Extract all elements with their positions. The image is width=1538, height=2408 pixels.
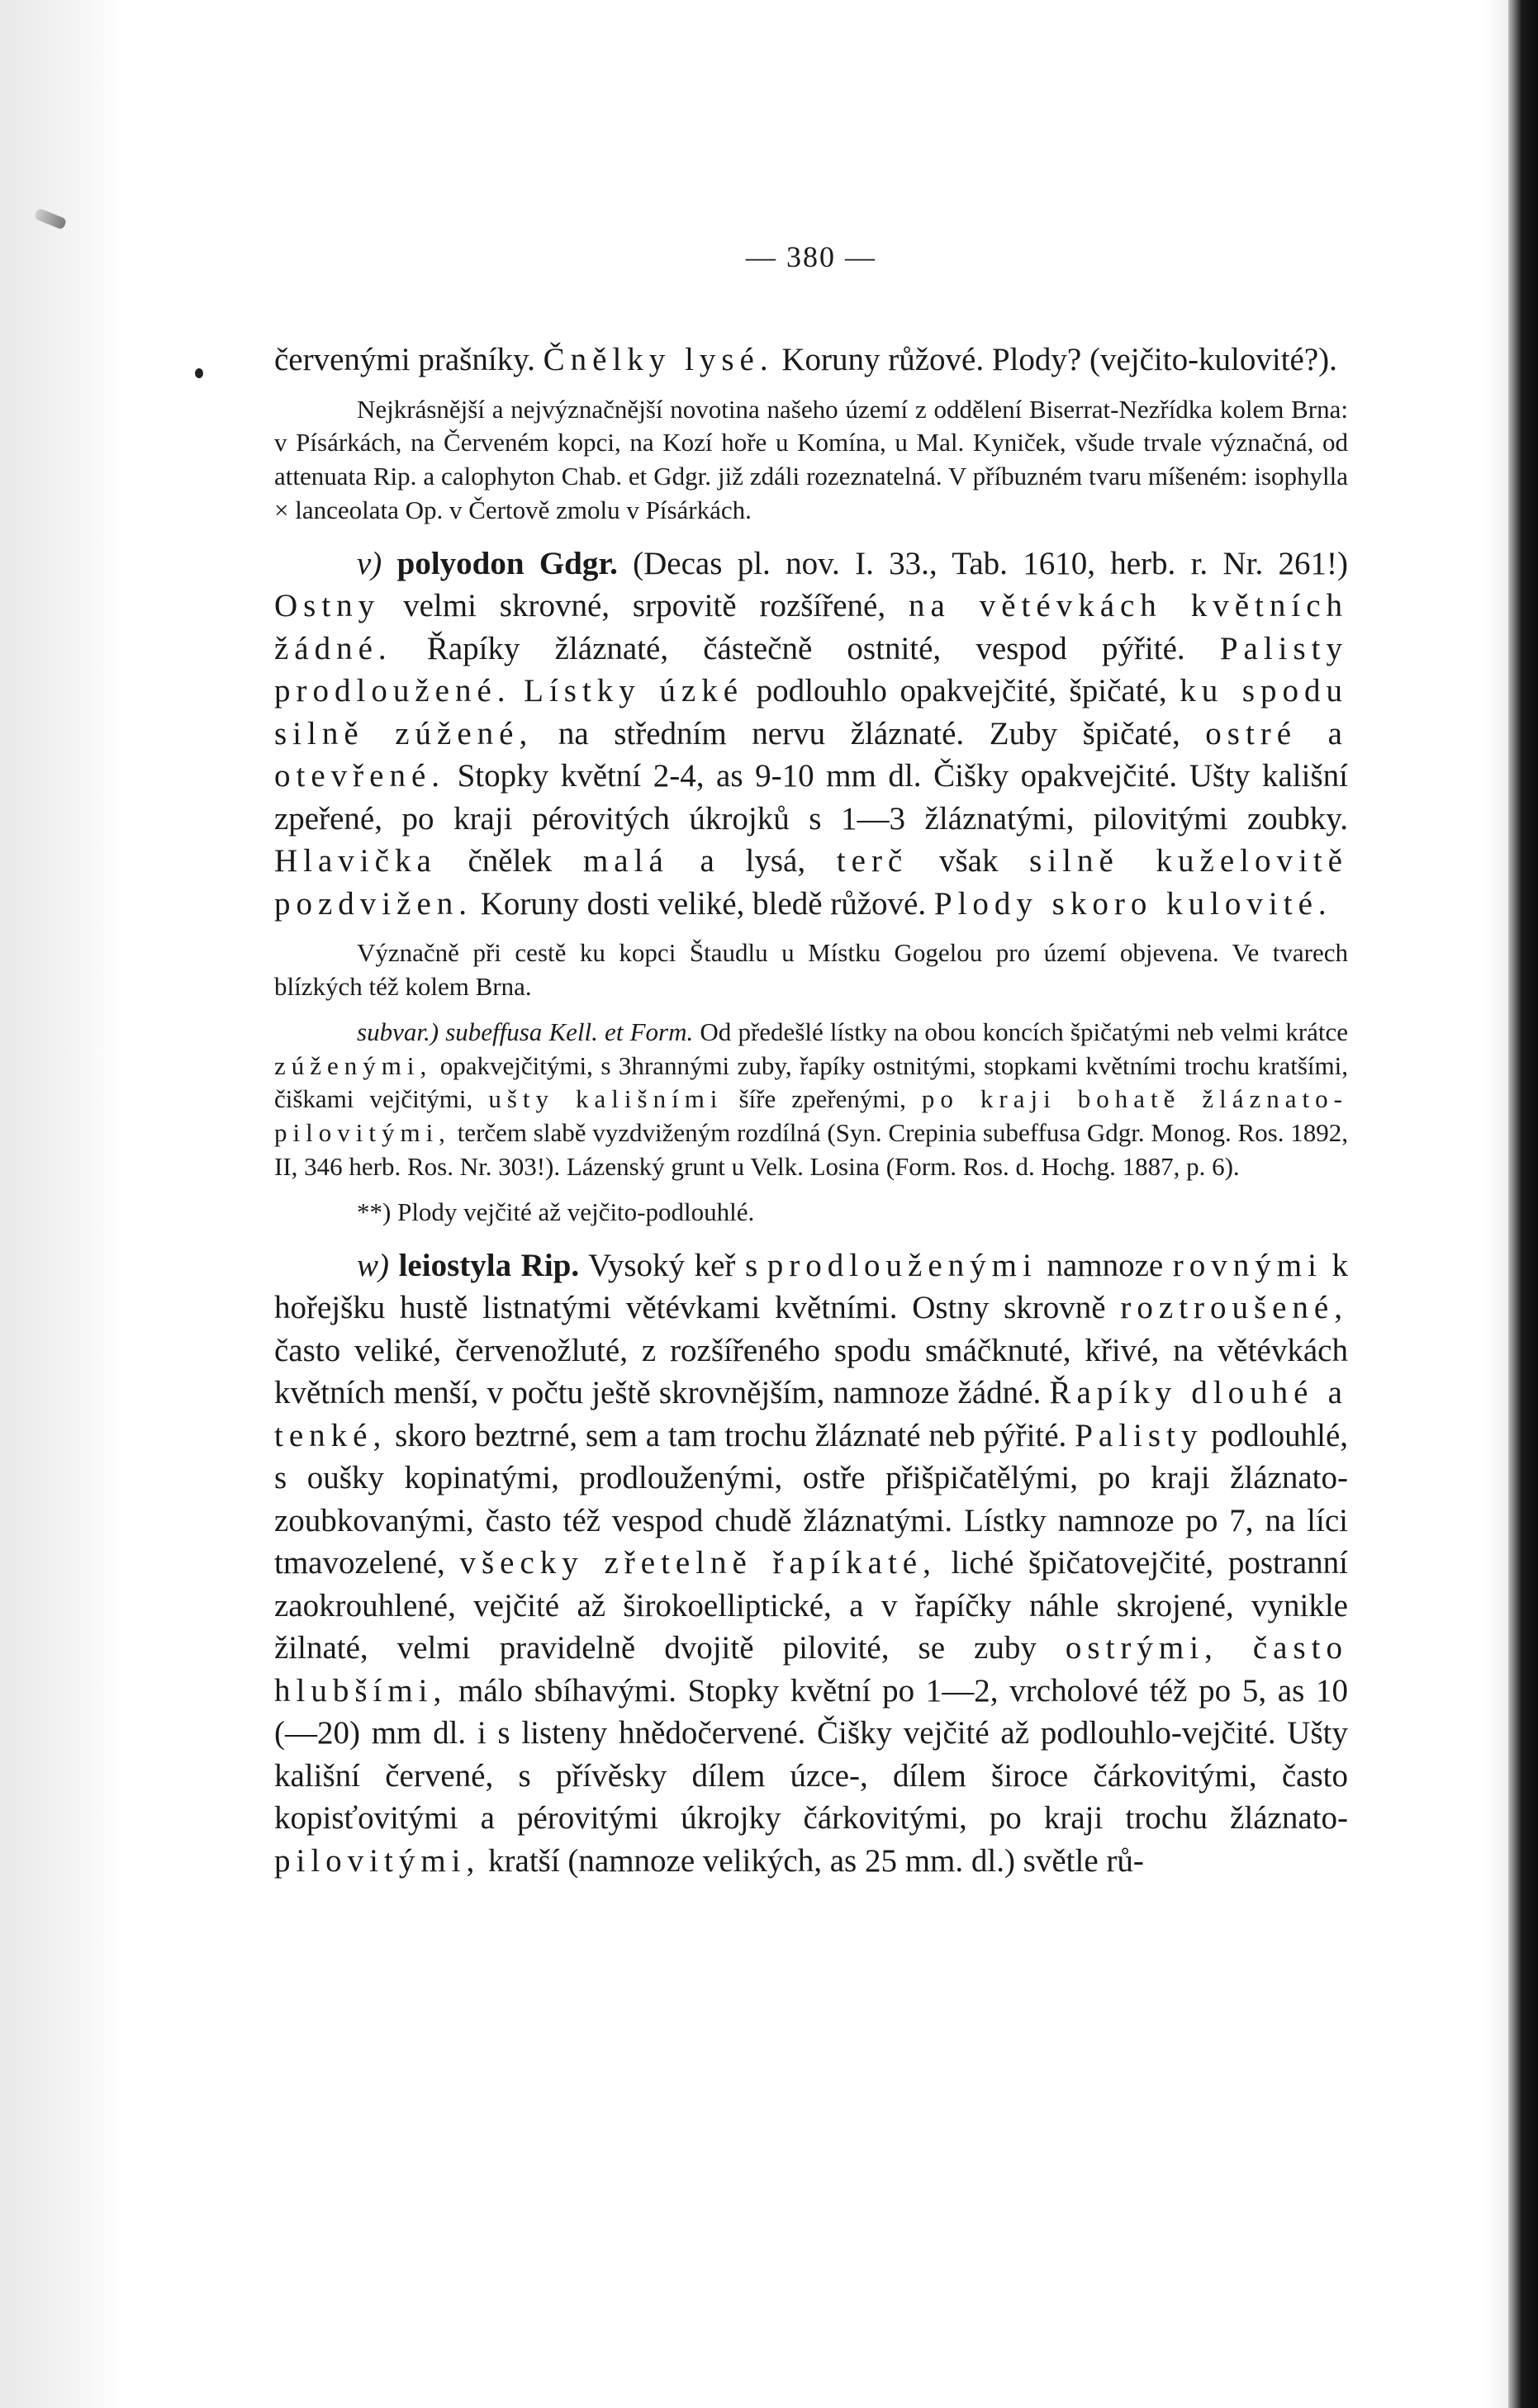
- text-segment: [511, 673, 525, 709]
- text-segment: Řapíky žláznaté, částečně ostnité, vespod pýřité.: [392, 630, 1220, 666]
- text-segment: ušty kališními: [488, 1084, 724, 1114]
- text-segment: [389, 1248, 399, 1283]
- text-segment: Čnělky lysé.: [543, 342, 774, 377]
- note-subvar-subeffusa: [274, 1016, 1348, 1184]
- note-distribution-isophylla: [274, 393, 1348, 528]
- text-segment: často veliké, červenožluté, z rozšířeného spodu smáčknuté, křivé, na větévkách květních menší, v počtu ještě skrovnějším, namnoze žádné.: [274, 1332, 1348, 1411]
- text-segment: **) Plody vejčité až vejčito-podlouhlé.: [357, 1197, 755, 1226]
- text-segment: Palisty prodloužené.: [274, 630, 1348, 709]
- text-segment: Lístky úzké: [524, 673, 744, 709]
- paragraph-polyodon: [274, 543, 1348, 926]
- text-segment: namnoze: [1037, 1247, 1173, 1283]
- text-segment: šíře zpeřenými,: [723, 1084, 922, 1114]
- text-segment: polyodon Gdgr.: [396, 545, 618, 581]
- text-segment: všecky zřetelně řapíkaté,: [459, 1545, 937, 1581]
- page-number: — 380 —: [746, 240, 876, 273]
- text-segment: Nejkrásnější a nejvýznačnější novotina našeho území z oddělení Biserrat-Nezřídka kolem Brna: v Písárkách, na Červeném kopci, na Kozí hoře u Komína, u Mal. Kyniček, všude trvale význačná, od attenuata Rip. a calophyton Chab. et Gdgr. již zdáli rozeznatelná. V příbuzném tvaru míšeném: isophylla × lanceolata Op. v Čertově zmolu v Písárkách.: [274, 394, 1348, 524]
- text-segment: (Decas pl. nov. I. 33., Tab. 1610, herb. r. Nr. 261!): [617, 545, 1348, 581]
- text-segment: málo sbíhavými. Stopky květní po 1—2, vrcholové též po 5, as 10 (—20) mm dl. i s listeny hnědočervené. Čišky vejčité až podlouhlo-vejčité. Ušty kališní červené, s přívěsky dílem úzce-, dílem široce čárkovitými, často kopisťovitými a pérovitými úkrojky čárkovitými, po kraji trochu žláznato-: [274, 1672, 1348, 1837]
- text-segment: a lysá,: [668, 843, 837, 879]
- text-segment: podlouhlo opakvejčité, špičaté,: [743, 673, 1180, 709]
- text-segment: zúženými,: [274, 1050, 433, 1080]
- text-segment: po kraji bohatě žláznato-pilovitými,: [274, 1084, 1348, 1148]
- text-segment: na větévkách květních žádné.: [274, 588, 1348, 666]
- text-segment: však: [908, 843, 1030, 879]
- text-segment: roztroušené,: [1120, 1290, 1348, 1326]
- scan-right-edge: [1508, 0, 1538, 2408]
- text-segment: skoro beztrné, sem a tam trochu žláznaté neb pýřité.: [387, 1417, 1075, 1453]
- text-segment: Význačně při cestě ku kopci Štaudlu u Místku Gogelou pro území objevena. Ve tvarech blízkých též kolem Brna.: [274, 938, 1348, 1001]
- text-segment: podlouhlé, s oušky kopinatými, prodlouženými, ostře přišpičatělými, po kraji žláznato-zoubkovanými, často též vespod chudě žláznatými. Lístky namnoze po 7, na líci tmavozelené,: [274, 1417, 1349, 1581]
- text-segment: subvar.) subeffusa Kell. et Form.: [357, 1017, 694, 1046]
- margin-dot: [195, 368, 203, 378]
- text-segment: leiostyla Rip.: [398, 1247, 580, 1283]
- text-segment: Koruny dosti veliké, bledě růžové.: [472, 885, 934, 922]
- page-content: [274, 239, 1348, 1882]
- text-segment: silně kuželovitě pozdvižen.: [274, 843, 1348, 922]
- text-segment: terčem slabě vyzdviženým rozdílná (Syn. Crepinia subeffusa Gdgr. Monog. Ros. 1892, II, 346 herb. Ros. Nr. 303!). Lázenský grunt u Velk. Losina (Form. Ros. d. Hochg. 1887, p. 6).: [274, 1118, 1348, 1181]
- text-segment: Od předešlé lístky na obou koncích špičatými neb velmi krátce: [693, 1017, 1349, 1046]
- text-segment: pilovitými,: [274, 1842, 481, 1879]
- text-segment: Vysoký keř s: [579, 1247, 767, 1283]
- text-segment: Palisty: [1075, 1417, 1203, 1453]
- text-segment: Plody skoro kulovité.: [933, 885, 1332, 922]
- text-segment: [382, 546, 396, 581]
- paragraph-leiostyla: [274, 1244, 1348, 1883]
- text-segment: opakvejčitými, s 3hrannými zuby, řapíky ostnitými, stopkami květními trochu kratšími, čiškami vejčitými,: [274, 1050, 1348, 1114]
- text-segment: Stopky květní 2-4, as 9-10 mm dl. Čišky opakvejčité. Ušty kališní zpeřené, po kraji pérovitých úkrojků s 1—3 žláznatými, pilovitými zoubky.: [274, 758, 1348, 837]
- text-segment: červenými prašníky.: [274, 342, 544, 377]
- scan-right-shadow: [1483, 0, 1508, 2408]
- text-segment: terč: [836, 843, 909, 879]
- text-segment: ostré a otevřené.: [274, 715, 1348, 794]
- text-segment: w): [357, 1247, 389, 1283]
- text-segment: Hlavička: [274, 843, 437, 879]
- footnote-fruits: [274, 1196, 1348, 1230]
- text-segment: na středním nervu žláznaté. Zuby špičaté,: [533, 715, 1206, 751]
- text-segment: rovnými: [1172, 1247, 1322, 1283]
- paragraph-continuation: [274, 339, 1348, 382]
- text-segment: Řapíky dlouhé a tenké,: [274, 1375, 1348, 1453]
- text-segment: Ostny: [274, 588, 381, 624]
- scan-left-margin: [0, 0, 124, 2408]
- text-segment: velmi skrovné, srpovitě rozšířené,: [380, 588, 909, 624]
- text-segment: čnělek: [436, 843, 583, 879]
- text-segment: malá: [582, 843, 669, 879]
- note-locality-polyodon: [274, 936, 1348, 1004]
- text-segment: v): [357, 545, 382, 581]
- text-segment: k hořejšku hustě listnatými větévkami květními. Ostny skrovně: [274, 1247, 1349, 1326]
- text-segment: prodlouženými: [767, 1247, 1037, 1283]
- text-segment: ku spodu silně zúžené,: [274, 673, 1348, 751]
- text-segment: ostrými, často hlubšími,: [274, 1630, 1349, 1709]
- text-segment: liché špičatovejčité, postranní zaokrouhlené, vejčité až širokoelliptické, a v řapíčky náhle skrojené, vynikle žilnaté, velmi pravidelně dvojitě pilovité, se zuby: [274, 1545, 1348, 1666]
- text-segment: Koruny růžové. Plody? (vejčito-kulovité?).: [773, 342, 1337, 377]
- text-segment: kratší (namnoze velikých, as 25 mm. dl.) světle rů-: [480, 1842, 1144, 1879]
